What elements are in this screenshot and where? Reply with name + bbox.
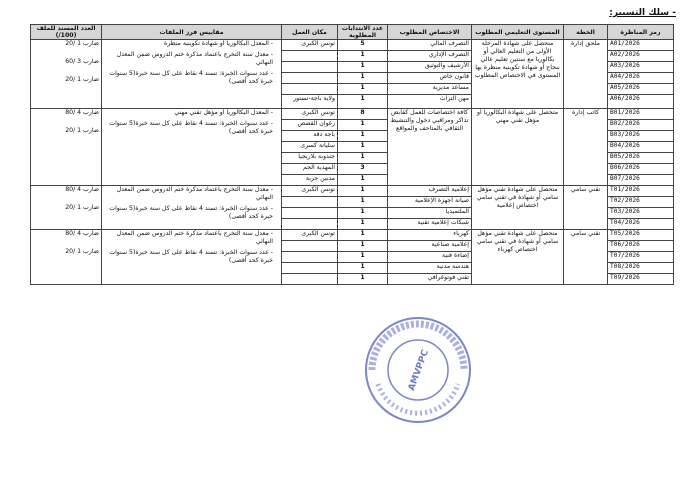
specialty-cell: إضاءة فنية: [388, 252, 472, 263]
workplace-cell: [282, 84, 338, 95]
positions-count-cell: 1: [338, 219, 388, 230]
competition-code-cell: B06/2026: [608, 164, 674, 175]
education-level-cell: متحصل على شهادة البكالوريا أو مؤهل تقني مهني: [472, 109, 564, 186]
score-item: ضارب 1 /20: [65, 204, 99, 211]
criteria-cell: [102, 109, 282, 186]
col-level: المستوى التعليمي المطلوب: [472, 25, 564, 40]
workplace-cell: تونس الكبرى: [282, 109, 338, 120]
score-item: ضارب 1 /20: [65, 40, 99, 47]
col-place: مكان العمل: [282, 25, 338, 40]
specialty-cell: صيانة أجهزة الإعلامية: [388, 197, 472, 208]
criteria-cell: [102, 230, 282, 285]
criterion-item: - عدد سنوات الخبرة: تسند 4 نقاط على كل سنة خبرة(5 سنوات خبرة كحد أقصى): [104, 205, 273, 221]
table-header-row: [31, 25, 674, 40]
positions-count-cell: 1: [338, 120, 388, 131]
workplace-cell: [282, 197, 338, 208]
workplace-cell: زغوان القصص: [282, 120, 338, 131]
score-cell: [31, 186, 102, 230]
specialty-cell: كهرباء: [388, 230, 472, 241]
positions-count-cell: 1: [338, 51, 388, 62]
workplace-cell: تونس الكبرى: [282, 230, 338, 241]
specialty-cell: إعلامية صناعية: [388, 241, 472, 252]
criterion-item: - المعدل البكالوريا أو مؤهل تقني مهني: [104, 109, 273, 117]
positions-count-cell: 5: [338, 40, 388, 51]
competition-code-cell: T08/2026: [608, 263, 674, 274]
score-item: ضارب 3 /60: [65, 58, 99, 65]
criterion-item: - معدل سنة التخرج باعتماد مذكرة ختم الدروس ضمن المعدل النهائي: [104, 186, 273, 202]
workplace-cell: [282, 219, 338, 230]
positions-count-cell: 1: [338, 95, 388, 109]
competition-code-cell: A03/2026: [608, 62, 674, 73]
positions-count-cell: 1: [338, 208, 388, 219]
specialty-cell: هندسة مدنية: [388, 263, 472, 274]
positions-count-cell: 1: [338, 252, 388, 263]
criterion-item: - معدل سنة التخرج باعتماد مذكرة ختم الدروس ضمن المعدل النهائي: [104, 51, 273, 67]
workplace-cell: تونس الكبرى: [282, 186, 338, 197]
criterion-item: - معدل سنة التخرج باعتماد مذكرة ختم الدروس ضمن المعدل النهائي: [104, 230, 273, 246]
positions-count-cell: 1: [338, 274, 388, 285]
seal-label: AMVPPC: [406, 348, 431, 393]
positions-count-cell: 1: [338, 263, 388, 274]
positions-count-cell: 1: [338, 175, 388, 186]
positions-count-cell: 3: [338, 164, 388, 175]
workplace-cell: [282, 274, 338, 285]
col-count: عدد الانتدابات المطلوبة: [338, 25, 388, 40]
workplace-cell: [282, 263, 338, 274]
specialty-cell: الملتميديا: [388, 208, 472, 219]
col-spec: الاختصاص المطلوب: [388, 25, 472, 40]
plan-cell: تقني سامي: [564, 230, 608, 285]
score-item: ضارب 1 /20: [65, 127, 99, 134]
specialty-cell: شبكات إعلامية تقنية: [388, 219, 472, 230]
competition-code-cell: A05/2026: [608, 84, 674, 95]
score-cell: [31, 109, 102, 186]
col-code: رمز المناظرة: [608, 25, 674, 40]
competition-code-cell: A01/2026: [608, 40, 674, 51]
criterion-item: - عدد سنوات الخبرة: تسند 4 نقاط على كل سنة خبرة(5 سنوات خبرة كحد أقصى): [104, 120, 273, 136]
col-plan: الخطة: [564, 25, 608, 40]
col-criteria: مقاييس فرز الملفات: [102, 25, 282, 40]
competition-code-cell: A06/2026: [608, 95, 674, 109]
workplace-cell: [282, 62, 338, 73]
education-level-cell: متحصل على شهادة المرحلة الأولى من التعليم العالي أو بكالوريا مع سنتين تعليم عالي بنجاح أو شهادة تكوينية منظرة بها المستوى في الاختصاص المطلوب: [472, 40, 564, 109]
competition-code-cell: T04/2026: [608, 219, 674, 230]
positions-count-cell: 1: [338, 84, 388, 95]
specialty-cell: كافة اختصاصات للعمل كقابض تذاكر ومراقبي دخول والتنشيط الثقافي بالمتاحف والمواقع: [388, 109, 472, 186]
table-row: [31, 109, 674, 120]
specialty-cell: التصرف الإداري: [388, 51, 472, 62]
criterion-item: - المعدل البكالوريا أو شهادة تكوينية منظرة: [104, 40, 273, 48]
positions-count-cell: 1: [338, 197, 388, 208]
criteria-cell: [102, 40, 282, 109]
criterion-item: - عدد سنوات الخبرة: تسند 4 نقاط على كل سنة خبرة(5 سنوات خبرة كحد أقصى): [104, 249, 273, 265]
specialty-cell: قانون خاص: [388, 73, 472, 84]
workplace-cell: تونس الكبرى: [282, 40, 338, 51]
education-level-cell: متحصل على شهادة تقني مؤهل سامي أو شهادة في تقني سامي اختصاص إعلامية: [472, 186, 564, 230]
competition-code-cell: B07/2026: [608, 175, 674, 186]
positions-count-cell: 1: [338, 142, 388, 153]
positions-count-cell: 8: [338, 109, 388, 120]
positions-count-cell: 1: [338, 131, 388, 142]
competition-code-cell: B01/2026: [608, 109, 674, 120]
agency-seal-stamp: [362, 314, 474, 426]
score-cell: [31, 40, 102, 109]
specialty-cell: تقني فوتوغرافي: [388, 274, 472, 285]
competition-code-cell: B04/2026: [608, 142, 674, 153]
competition-code-cell: T01/2026: [608, 186, 674, 197]
positions-count-cell: 1: [338, 62, 388, 73]
positions-count-cell: 1: [338, 73, 388, 84]
workplace-cell: [282, 208, 338, 219]
competition-code-cell: T07/2026: [608, 252, 674, 263]
plan-cell: كاتب إدارة: [564, 109, 608, 186]
table-row: [31, 186, 674, 197]
specialty-cell: مهن التراث: [388, 95, 472, 109]
specialty-cell: مساعد مديرية: [388, 84, 472, 95]
table-body: [31, 40, 674, 285]
score-item: ضارب 4 /80: [65, 186, 99, 193]
positions-count-cell: 1: [338, 230, 388, 241]
col-score: العدد المسند للملف (100/): [31, 25, 102, 40]
positions-count-cell: 1: [338, 186, 388, 197]
competition-code-cell: A04/2026: [608, 73, 674, 84]
table-row: [31, 40, 674, 51]
score-cell: [31, 230, 102, 285]
competition-code-cell: B05/2026: [608, 153, 674, 164]
competition-code-cell: A02/2026: [608, 51, 674, 62]
competition-code-cell: B02/2026: [608, 120, 674, 131]
plan-cell: ملحق إدارة: [564, 40, 608, 109]
specialty-cell: الأرشيف والتوثيق: [388, 62, 472, 73]
section-heading: - سلك التسيير:: [609, 8, 676, 18]
positions-count-cell: 1: [338, 241, 388, 252]
workplace-cell: [282, 73, 338, 84]
workplace-cell: سليانة كسرى: [282, 142, 338, 153]
education-level-cell: متحصل على شهادة تقني مؤهل سامي أو شهادة في تقني سامي اختصاص كهرباء: [472, 230, 564, 285]
specialty-cell: التصرف المالي: [388, 40, 472, 51]
workplace-cell: جندوبة بلاريجيا: [282, 153, 338, 164]
competition-code-cell: T06/2026: [608, 241, 674, 252]
score-item: ضارب 4 /80: [65, 109, 99, 116]
workplace-cell: [282, 51, 338, 62]
competition-code-cell: T03/2026: [608, 208, 674, 219]
competition-code-cell: T02/2026: [608, 197, 674, 208]
workplace-cell: المهدية الجم: [282, 164, 338, 175]
positions-count-cell: 1: [338, 153, 388, 164]
plan-cell: تقني سامي: [564, 186, 608, 230]
workplace-cell: [282, 241, 338, 252]
competition-code-cell: B03/2026: [608, 131, 674, 142]
workplace-cell: مدنين جربة: [282, 175, 338, 186]
competition-code-cell: T09/2026: [608, 274, 674, 285]
criteria-cell: [102, 186, 282, 230]
table-row: [31, 230, 674, 241]
criterion-item: - عدد سنوات الخبرة: تسند 4 نقاط على كل سنة خبرة(5 سنوات خبرة كحد أقصى): [104, 70, 273, 86]
workplace-cell: [282, 252, 338, 263]
score-item: ضارب 1 /20: [65, 76, 99, 83]
score-item: ضارب 1 /20: [65, 248, 99, 255]
workplace-cell: ولاية باجة-تستور: [282, 95, 338, 109]
competition-code-cell: T05/2026: [608, 230, 674, 241]
specialty-cell: إعلامية التصرف: [388, 186, 472, 197]
recruitment-table: [30, 24, 674, 285]
score-item: ضارب 4 /80: [65, 230, 99, 237]
workplace-cell: باجة دقة: [282, 131, 338, 142]
